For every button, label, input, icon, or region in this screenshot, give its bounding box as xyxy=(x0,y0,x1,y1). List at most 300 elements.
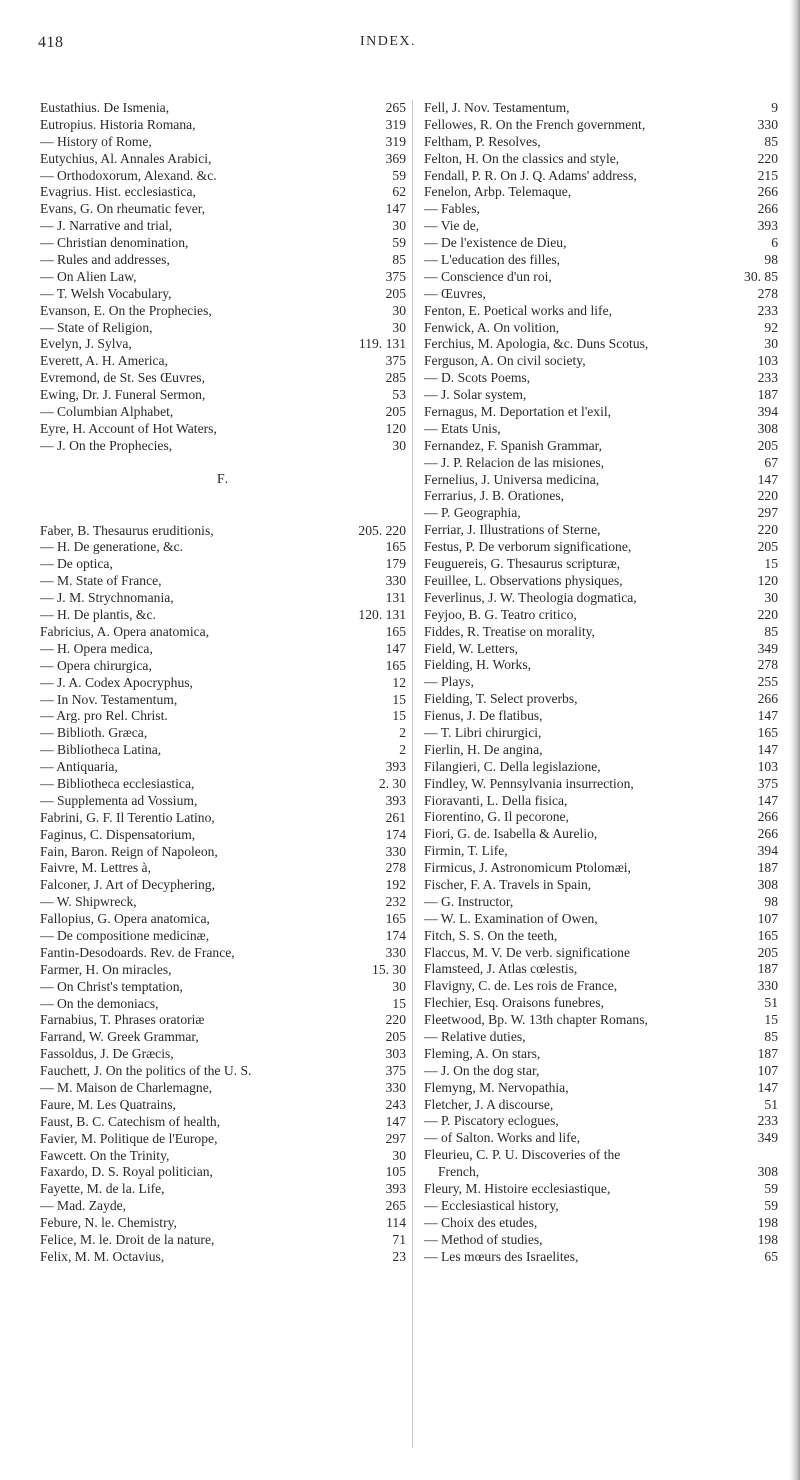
entry-page-ref: 330 xyxy=(385,1079,406,1095)
entry-text: Fernelius, J. Universa medicina, xyxy=(424,471,600,487)
entry-page-ref: 147 xyxy=(385,1113,406,1129)
entry-text: Eutychius, Al. Annales Arabici, xyxy=(40,150,212,166)
entry-text: — Mad. Zayde, xyxy=(40,1198,127,1214)
entry-page-ref: 98 xyxy=(764,893,778,909)
index-entry xyxy=(40,1097,406,1114)
entry-page-ref: 232 xyxy=(385,894,406,910)
entry-text: Fierlin, H. De angina, xyxy=(424,741,543,757)
entry-text: Fleury, M. Histoire ecclesiastique, xyxy=(424,1181,611,1196)
entry-page-ref: 394 xyxy=(757,404,778,420)
index-entry xyxy=(424,1147,778,1164)
entry-text: — J. On the dog star, xyxy=(424,1062,540,1078)
index-entry xyxy=(40,438,406,455)
index-entry xyxy=(40,860,406,877)
index-entry xyxy=(40,590,406,607)
entry-text: Faxardo, D. S. Royal politician, xyxy=(40,1164,213,1180)
entry-page-ref: 2 xyxy=(399,725,406,741)
entry-page-ref: 285 xyxy=(385,370,406,386)
index-entry xyxy=(424,911,778,928)
entry-text: — Bibliotheca ecclesiastica, xyxy=(40,775,195,791)
entry-text: — J. Solar system, xyxy=(424,387,527,403)
index-entry xyxy=(40,877,406,894)
index-entry xyxy=(424,843,778,860)
index-entry xyxy=(40,134,406,151)
index-entry xyxy=(424,168,778,185)
index-entry xyxy=(40,573,406,590)
entry-text: — State of Religion, xyxy=(40,319,153,335)
entry-page-ref: 393 xyxy=(385,792,406,808)
entry-text: Faber, B. Thesaurus eruditionis, xyxy=(40,522,214,538)
entry-text: Falconer, J. Art of Decyphering, xyxy=(40,877,215,893)
index-entry xyxy=(424,691,778,708)
entry-page-ref: 98 xyxy=(764,252,778,268)
entry-page-ref: 30 xyxy=(392,302,406,318)
index-entry xyxy=(424,100,778,117)
entry-page-ref: 265 xyxy=(385,1198,406,1214)
index-entry xyxy=(424,488,778,505)
entry-text: Eyre, H. Account of Hot Waters, xyxy=(40,420,217,436)
entry-text: Evagrius. Hist. ecclesiastica, xyxy=(40,184,196,200)
entry-text: — On Christ's temptation, xyxy=(40,978,183,994)
entry-page-ref: 205. 220 xyxy=(358,522,406,538)
index-entry xyxy=(424,387,778,404)
entry-page-ref: 165 xyxy=(385,623,406,639)
entry-page-ref: 266 xyxy=(757,809,778,825)
index-entry xyxy=(424,1012,778,1029)
index-entry xyxy=(424,590,778,607)
entry-text: — Christian denomination, xyxy=(40,235,189,251)
entry-text: Felice, M. le. Droit de la nature, xyxy=(40,1232,215,1247)
entry-page-ref: 220 xyxy=(757,606,778,622)
index-entry xyxy=(40,742,406,759)
entry-page-ref: 12 xyxy=(392,674,406,690)
entry-page-ref: 393 xyxy=(385,759,406,775)
entry-text: Fernagus, M. Deportation et l'exil, xyxy=(424,404,612,420)
index-entry xyxy=(40,303,406,320)
entry-text: — T. Libri chirurgici, xyxy=(424,724,542,740)
entry-text: — De compositione medicinæ, xyxy=(40,927,210,943)
index-entry xyxy=(40,725,406,742)
entry-text: — Œuvres, xyxy=(424,285,486,301)
entry-page-ref: 192 xyxy=(385,877,406,893)
index-entry xyxy=(40,793,406,810)
entry-page-ref: 147 xyxy=(757,1079,778,1095)
entry-page-ref: 278 xyxy=(757,285,778,301)
entry-text: Firmin, T. Life, xyxy=(424,843,508,859)
page-header xyxy=(0,34,800,54)
index-entry xyxy=(424,1181,778,1198)
index-entry xyxy=(40,759,406,776)
entry-page-ref: 233 xyxy=(757,302,778,318)
entry-text: Faivre, M. Lettres à, xyxy=(40,860,151,876)
index-entry xyxy=(424,522,778,539)
entry-page-ref: 205 xyxy=(757,539,778,555)
entry-page-ref: 205 xyxy=(757,437,778,453)
index-entry xyxy=(424,1232,778,1249)
entry-text: Fielding, T. Select proverbs, xyxy=(424,691,578,707)
entry-text: Fabricius, A. Opera anatomica, xyxy=(40,623,210,639)
entry-text: Farnabius, T. Phrases oratoriæ xyxy=(40,1012,205,1028)
entry-page-ref: 15 xyxy=(764,556,778,572)
entry-page-ref: 369 xyxy=(385,150,406,166)
entry-page-ref: 308 xyxy=(757,420,778,436)
index-entry xyxy=(424,1164,778,1181)
entry-text: Fleming, A. On stars, xyxy=(424,1045,541,1061)
entry-page-ref: 85 xyxy=(764,133,778,149)
entry-text: Flamsteed, J. Atlas cœlestis, xyxy=(424,961,578,977)
index-entry xyxy=(40,641,406,658)
index-entry xyxy=(424,1130,778,1147)
entry-text: — J. M. Strychnomania, xyxy=(40,590,174,606)
index-entry xyxy=(424,320,778,337)
entry-text: — W. Shipwreck, xyxy=(40,894,137,910)
entry-text: — Les mœurs des Israelites, xyxy=(424,1248,579,1264)
entry-page-ref: 119. 131 xyxy=(358,336,406,352)
entry-page-ref: 297 xyxy=(757,505,778,521)
entry-text: Ferriar, J. Illustrations of Sterne, xyxy=(424,522,601,538)
entry-text: Ferguson, A. On civil society, xyxy=(424,353,586,369)
entry-page-ref: 265 xyxy=(385,100,406,115)
entry-text: — History of Rome, xyxy=(40,133,152,149)
index-entry xyxy=(424,826,778,843)
entry-text: Favier, M. Politique de l'Europe, xyxy=(40,1130,218,1146)
entry-page-ref: 165 xyxy=(757,724,778,740)
entry-page-ref: 393 xyxy=(385,1181,406,1197)
entry-text: — Supplementa ad Vossium, xyxy=(40,792,198,808)
index-entry xyxy=(40,556,406,573)
entry-page-ref: 220 xyxy=(757,150,778,166)
index-entry xyxy=(424,995,778,1012)
index-entry xyxy=(40,201,406,218)
entry-page-ref: 85 xyxy=(392,252,406,268)
entry-page-ref: 59 xyxy=(764,1197,778,1213)
entry-page-ref: 394 xyxy=(757,843,778,859)
entry-page-ref: 92 xyxy=(764,319,778,335)
entry-page-ref: 375 xyxy=(757,775,778,791)
index-entry xyxy=(424,269,778,286)
entry-page-ref: 233 xyxy=(757,1113,778,1129)
entry-page-ref: 147 xyxy=(385,640,406,656)
index-entry xyxy=(424,624,778,641)
entry-text: — J. On the Prophecies, xyxy=(40,437,173,453)
entry-page-ref: 59 xyxy=(392,167,406,183)
index-entry xyxy=(424,117,778,134)
index-entry xyxy=(424,708,778,725)
index-entry xyxy=(424,455,778,472)
index-entry xyxy=(424,1046,778,1063)
entry-page-ref: 15 xyxy=(392,691,406,707)
entry-text: Everett, A. H. America, xyxy=(40,353,168,369)
entry-page-ref: 30 xyxy=(392,218,406,234)
entry-page-ref: 255 xyxy=(757,674,778,690)
letter-heading-f: F. xyxy=(216,471,230,487)
index-entry xyxy=(424,1097,778,1114)
entry-text: — W. L. Examination of Owen, xyxy=(424,910,598,926)
entry-page-ref: 2. 30 xyxy=(378,775,406,791)
index-entry xyxy=(424,1113,778,1130)
entry-page-ref: 319 xyxy=(385,133,406,149)
index-entry xyxy=(40,286,406,303)
index-entry xyxy=(424,370,778,387)
entry-page-ref: 187 xyxy=(757,961,778,977)
entry-page-ref: 59 xyxy=(392,235,406,251)
entry-page-ref: 59 xyxy=(764,1181,778,1196)
entry-text: Eustathius. De Ismenia, xyxy=(40,100,170,115)
entry-text: — Biblioth. Græca, xyxy=(40,725,148,741)
entry-page-ref: 147 xyxy=(757,471,778,487)
entry-text: — M. State of France, xyxy=(40,573,162,589)
entry-text: — P. Geographia, xyxy=(424,505,521,521)
index-entry xyxy=(424,674,778,691)
index-section-f xyxy=(40,523,406,1266)
entry-text: — D. Scots Poems, xyxy=(424,370,531,386)
entry-page-ref: 198 xyxy=(757,1214,778,1230)
entry-text: — Ecclesiastical history, xyxy=(424,1197,559,1213)
index-entry xyxy=(40,168,406,185)
entry-page-ref: 6 xyxy=(771,235,778,251)
entry-text: Fawcett. On the Trinity, xyxy=(40,1147,170,1163)
entry-page-ref: 103 xyxy=(757,758,778,774)
entry-text: — M. Maison de Charlemagne, xyxy=(40,1079,213,1095)
index-entry xyxy=(40,1181,406,1198)
entry-text: Fiorentino, G. Il pecorone, xyxy=(424,809,569,825)
index-entry xyxy=(40,370,406,387)
index-entry xyxy=(424,303,778,320)
entry-page-ref: 319 xyxy=(385,116,406,132)
index-entry xyxy=(40,218,406,235)
entry-text: Findley, W. Pennsylvania insurrection, xyxy=(424,775,634,791)
index-entry xyxy=(40,675,406,692)
entry-page-ref: 266 xyxy=(757,184,778,200)
index-entry xyxy=(40,1131,406,1148)
index-entry xyxy=(424,556,778,573)
entry-text: Flemyng, M. Nervopathia, xyxy=(424,1079,569,1095)
entry-page-ref: 308 xyxy=(757,1164,778,1180)
entry-text: Evanson, E. On the Prophecies, xyxy=(40,302,212,318)
entry-text: — L'education des filles, xyxy=(424,252,561,268)
entry-text: Eutropius. Historia Romana, xyxy=(40,116,196,132)
index-entry xyxy=(40,1029,406,1046)
index-entry xyxy=(40,539,406,556)
entry-text: Ewing, Dr. J. Funeral Sermon, xyxy=(40,387,206,403)
entry-text: Fain, Baron. Reign of Napoleon, xyxy=(40,843,218,859)
entry-page-ref: 15 xyxy=(392,995,406,1011)
entry-text: — H. De generatione, &c. xyxy=(40,539,184,555)
entry-page-ref: 9 xyxy=(771,100,778,115)
entry-page-ref: 330 xyxy=(385,944,406,960)
entry-text: — On Alien Law, xyxy=(40,268,137,284)
entry-page-ref: 147 xyxy=(757,741,778,757)
index-entry xyxy=(40,624,406,641)
entry-text: — Columbian Alphabet, xyxy=(40,404,174,420)
entry-text: Farrand, W. Greek Grammar, xyxy=(40,1029,199,1045)
entry-page-ref: 85 xyxy=(764,1028,778,1044)
index-entry xyxy=(424,776,778,793)
entry-page-ref: 15. 30 xyxy=(372,961,406,977)
entry-page-ref: 85 xyxy=(764,623,778,639)
index-entry xyxy=(424,573,778,590)
entry-page-ref: 105 xyxy=(385,1164,406,1180)
index-entry xyxy=(40,911,406,928)
entry-text: — H. Opera medica, xyxy=(40,640,153,656)
index-entry xyxy=(40,1063,406,1080)
entry-text: — J. Narrative and trial, xyxy=(40,218,173,234)
index-entry xyxy=(424,472,778,489)
index-entry xyxy=(424,641,778,658)
entry-page-ref: 220 xyxy=(757,488,778,504)
index-entry xyxy=(424,1198,778,1215)
index-entry xyxy=(424,134,778,151)
index-entry xyxy=(424,218,778,235)
index-entry xyxy=(40,1249,406,1266)
entry-page-ref: 330 xyxy=(385,573,406,589)
entry-page-ref: 187 xyxy=(757,1045,778,1061)
index-entry xyxy=(424,657,778,674)
entry-page-ref: 30 xyxy=(392,437,406,453)
index-entry xyxy=(40,1232,406,1249)
entry-text: Fleetwood, Bp. W. 13th chapter Romans, xyxy=(424,1012,648,1028)
index-entry xyxy=(424,201,778,218)
entry-text: Ferrarius, J. B. Orationes, xyxy=(424,488,565,504)
index-entry xyxy=(40,387,406,404)
index-entry xyxy=(424,235,778,252)
entry-text: Evelyn, J. Sylva, xyxy=(40,336,132,352)
index-entry xyxy=(40,692,406,709)
index-entry xyxy=(424,505,778,522)
index-entry xyxy=(40,336,406,353)
index-entry xyxy=(40,1215,406,1232)
index-entry xyxy=(40,894,406,911)
index-entry xyxy=(424,793,778,810)
entry-page-ref: 174 xyxy=(385,927,406,943)
index-entry xyxy=(424,1063,778,1080)
entry-page-ref: 349 xyxy=(757,1130,778,1146)
index-entry xyxy=(40,320,406,337)
entry-text: — of Salton. Works and life, xyxy=(424,1130,581,1146)
entry-text: Feverlinus, J. W. Theologia dogmatica, xyxy=(424,589,637,605)
entry-page-ref: 297 xyxy=(385,1130,406,1146)
entry-text: Feuillee, L. Observations physiques, xyxy=(424,572,623,588)
entry-text: Feuguereis, G. Thesaurus scripturæ, xyxy=(424,556,621,572)
entry-text: Filangieri, C. Della legislazione, xyxy=(424,758,601,774)
index-entry xyxy=(424,877,778,894)
entry-page-ref: 220 xyxy=(385,1012,406,1028)
entry-text: Fioravanti, L. Della fisica, xyxy=(424,792,568,808)
entry-text: — G. Instructor, xyxy=(424,893,514,909)
entry-text: — P. Piscatory eclogues, xyxy=(424,1113,559,1129)
entry-text: Fischer, F. A. Travels in Spain, xyxy=(424,876,592,892)
entry-page-ref: 15 xyxy=(764,1012,778,1028)
entry-page-ref: 2 xyxy=(399,742,406,758)
entry-text: Felix, M. M. Octavius, xyxy=(40,1248,165,1264)
running-head: INDEX. xyxy=(360,34,417,49)
entry-text: Fletcher, J. A discourse, xyxy=(424,1096,554,1112)
entry-page-ref: 120. 131 xyxy=(358,607,406,623)
index-entry xyxy=(40,810,406,827)
entry-page-ref: 30. 85 xyxy=(744,268,778,284)
entry-page-ref: 30 xyxy=(764,589,778,605)
entry-text: Felton, H. On the classics and style, xyxy=(424,150,620,166)
entry-page-ref: 30 xyxy=(764,336,778,352)
entry-text: — Plays, xyxy=(424,674,474,690)
index-entry xyxy=(424,286,778,303)
entry-text: Festus, P. De verborum significatione, xyxy=(424,539,632,555)
entry-page-ref: 62 xyxy=(392,184,406,200)
index-entry xyxy=(424,252,778,269)
entry-text: Fassoldus, J. De Græcis, xyxy=(40,1046,174,1062)
entry-page-ref: 107 xyxy=(757,910,778,926)
index-entry xyxy=(424,759,778,776)
entry-page-ref: 107 xyxy=(757,1062,778,1078)
index-section-e xyxy=(40,100,406,455)
entry-page-ref: 266 xyxy=(757,691,778,707)
entry-page-ref: 266 xyxy=(757,826,778,842)
index-entry xyxy=(424,725,778,742)
entry-text: — Method of studies, xyxy=(424,1231,543,1247)
entry-page-ref: 120 xyxy=(757,572,778,588)
entry-page-ref: 303 xyxy=(385,1046,406,1062)
index-entry xyxy=(424,860,778,877)
index-entry xyxy=(40,1012,406,1029)
entry-page-ref: 30 xyxy=(392,1147,406,1163)
entry-text: Flavigny, C. de. Les rois de France, xyxy=(424,978,618,994)
entry-page-ref: 375 xyxy=(385,1063,406,1079)
index-entry xyxy=(424,421,778,438)
entry-page-ref: 147 xyxy=(757,792,778,808)
entry-text: French, xyxy=(438,1164,480,1180)
index-entry xyxy=(40,979,406,996)
index-column-left xyxy=(40,100,406,1266)
entry-text: Field, W. Letters, xyxy=(424,640,519,656)
entry-page-ref: 120 xyxy=(385,420,406,436)
entry-text: — Arg. pro Rel. Christ. xyxy=(40,708,168,724)
entry-text: Evans, G. On rheumatic fever, xyxy=(40,201,206,217)
entry-text: Fernandez, F. Spanish Grammar, xyxy=(424,437,603,453)
entry-page-ref: 278 xyxy=(385,860,406,876)
index-section-f-continued xyxy=(424,100,778,1265)
index-entry xyxy=(40,184,406,201)
entry-text: — Choix des etudes, xyxy=(424,1214,538,1230)
entry-page-ref: 393 xyxy=(757,218,778,234)
entry-text: Flaccus, M. V. De verb. significatione xyxy=(424,944,631,960)
entry-page-ref: 165 xyxy=(757,927,778,943)
entry-page-ref: 179 xyxy=(385,556,406,572)
index-entry xyxy=(424,539,778,556)
entry-page-ref: 205 xyxy=(757,944,778,960)
index-entry xyxy=(40,523,406,540)
entry-text: — Etats Unis, xyxy=(424,420,501,436)
entry-text: Fallopius, G. Opera anatomica, xyxy=(40,911,210,927)
entry-page-ref: 53 xyxy=(392,387,406,403)
page-number: 418 xyxy=(38,34,64,51)
index-entry xyxy=(40,269,406,286)
entry-page-ref: 330 xyxy=(757,116,778,132)
entry-text: Fielding, H. Works, xyxy=(424,657,532,673)
index-entry xyxy=(40,928,406,945)
index-entry xyxy=(424,151,778,168)
index-entry xyxy=(424,1080,778,1097)
entry-text: Feyjoo, B. G. Teatro critico, xyxy=(424,606,577,622)
entry-text: Fenelon, Arbp. Telemaque, xyxy=(424,184,572,200)
index-entry xyxy=(40,827,406,844)
entry-page-ref: 278 xyxy=(757,657,778,673)
entry-text: Febure, N. le. Chemistry, xyxy=(40,1215,177,1231)
index-entry xyxy=(40,100,406,117)
index-entry xyxy=(424,945,778,962)
entry-text: Fauchett, J. On the politics of the U. S. xyxy=(40,1063,252,1079)
entry-text: Ferchius, M. Apologia, &c. Duns Scotus, xyxy=(424,336,649,352)
entry-text: Fleurieu, C. P. U. Discoveries of the xyxy=(424,1147,621,1163)
